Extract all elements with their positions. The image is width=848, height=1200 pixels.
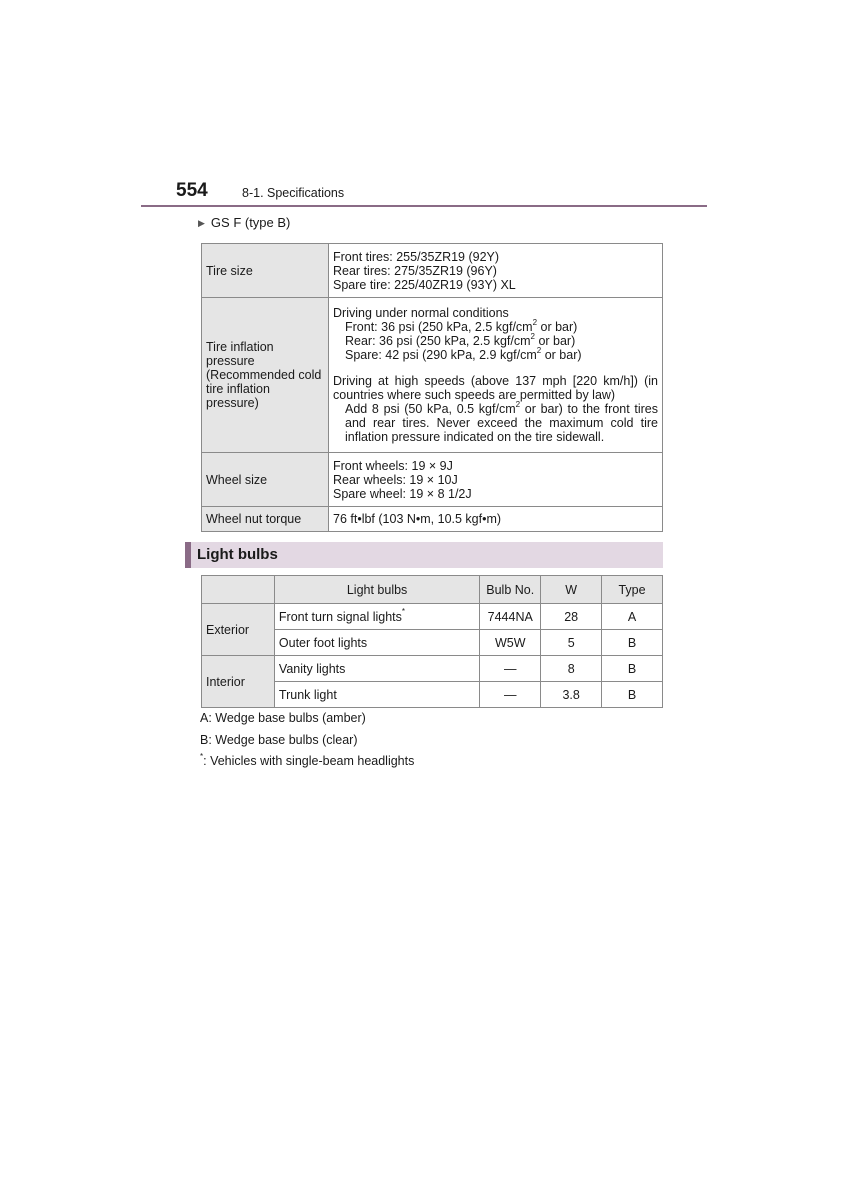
tire-size-value xyxy=(329,244,663,298)
header-rule xyxy=(141,205,707,207)
heading-accent-bar xyxy=(185,542,191,568)
normal-conditions-title: Driving under normal conditions xyxy=(333,306,509,320)
page-number: 554 xyxy=(176,180,208,201)
inflation-row xyxy=(202,298,663,453)
header-blank xyxy=(202,576,275,604)
spare-pressure: Spare: 42 psi (290 kPa, 2.9 kgf/$cm^2$ or bar) xyxy=(345,345,582,362)
inflation-value xyxy=(329,298,663,453)
bulb-type: B xyxy=(602,630,663,656)
front-wheel-size: Front wheels: 19 × 9J xyxy=(333,458,453,473)
tire-spec-table xyxy=(201,243,663,532)
bulb-name: Outer foot lights xyxy=(274,630,479,656)
header-bulb-no: Bulb No. xyxy=(480,576,541,604)
spare-tire-size: Spare tire: 225/40ZR19 (93Y) XL xyxy=(333,277,516,292)
rear-tire-size: Rear tires: 275/35ZR19 (96Y) xyxy=(333,263,497,278)
table-row xyxy=(202,656,663,682)
front-tire-size: Front tires: 255/35ZR19 (92Y) xyxy=(333,249,500,264)
bulb-watts: 3.8 xyxy=(541,682,602,708)
table-row xyxy=(202,604,663,630)
wheel-size-label: Wheel size xyxy=(202,453,329,507)
bulb-watts: 8 xyxy=(541,656,602,682)
bulb-number: — xyxy=(480,682,541,708)
bulb-number: W5W xyxy=(480,630,541,656)
wheel-size-row xyxy=(202,453,663,507)
bulb-number: — xyxy=(480,656,541,682)
subheading xyxy=(198,215,290,230)
triangle-bullet-icon: ▶ xyxy=(198,218,205,228)
rear-wheel-size: Rear wheels: 19 × 10J xyxy=(333,472,458,487)
interior-group-label: Interior xyxy=(202,656,275,708)
light-bulbs-heading xyxy=(185,542,663,568)
subheading-text: GS F (type B) xyxy=(210,215,291,230)
footnotes xyxy=(200,711,414,776)
bulb-name: Trunk light xyxy=(274,682,479,708)
header-light-bulbs: Light bulbs xyxy=(274,576,479,604)
torque-label: Wheel nut torque xyxy=(202,507,329,532)
high-speed-addition: Add 8 psi (50 kPa, 0.5 kgf/$cm^2$ or bar) to the front tires and rear tires. Never exceed the maximum cold tire inflation pressure indicated on the tire sidewall. xyxy=(345,399,658,444)
exterior-group-label: Exterior xyxy=(202,604,275,656)
note-type-b: B: Wedge base bulbs (clear) xyxy=(200,732,358,747)
high-speed-note: Driving at high speeds (above 137 mph [220 km/h]) (in countries where such speeds are permitted by law) xyxy=(333,374,658,402)
inflation-label: Tire inflation pressure (Recommended cold tire inflation pressure) xyxy=(202,298,329,453)
light-bulbs-title: Light bulbs xyxy=(197,546,278,563)
bulb-type: A xyxy=(602,604,663,630)
bulb-watts: 5 xyxy=(541,630,602,656)
header-watts: W xyxy=(541,576,602,604)
light-bulbs-table xyxy=(201,575,663,708)
bulbs-header-row xyxy=(202,576,663,604)
rear-pressure: Rear: 36 psi (250 kPa, 2.5 kgf/$cm^2$ or bar) xyxy=(345,331,576,348)
note-type-a: A: Wedge base bulbs (amber) xyxy=(200,711,366,725)
torque-value: 76 ft•lbf (103 N•m, 10.5 kgf•m) xyxy=(329,507,663,532)
note-asterisk: *: Vehicles with single-beam headlights xyxy=(200,751,415,768)
front-pressure: Front: 36 psi (250 kPa, 2.5 kgf/$cm^2$ or bar) xyxy=(345,317,578,334)
bulb-name: Front turn signal lights* xyxy=(274,604,479,630)
section-title: 8-1. Specifications xyxy=(242,186,345,200)
spare-wheel-size: Spare wheel: 19 × 8 1/2J xyxy=(333,486,472,501)
torque-row xyxy=(202,507,663,532)
bulb-type: B xyxy=(602,682,663,708)
bulb-number: 7444NA xyxy=(480,604,541,630)
wheel-size-value xyxy=(329,453,663,507)
bulb-name: Vanity lights xyxy=(274,656,479,682)
bulb-type: B xyxy=(602,656,663,682)
header-type: Type xyxy=(602,576,663,604)
bulb-watts: 28 xyxy=(541,604,602,630)
tire-size-label: Tire size xyxy=(202,244,329,298)
tire-size-row xyxy=(202,244,663,298)
